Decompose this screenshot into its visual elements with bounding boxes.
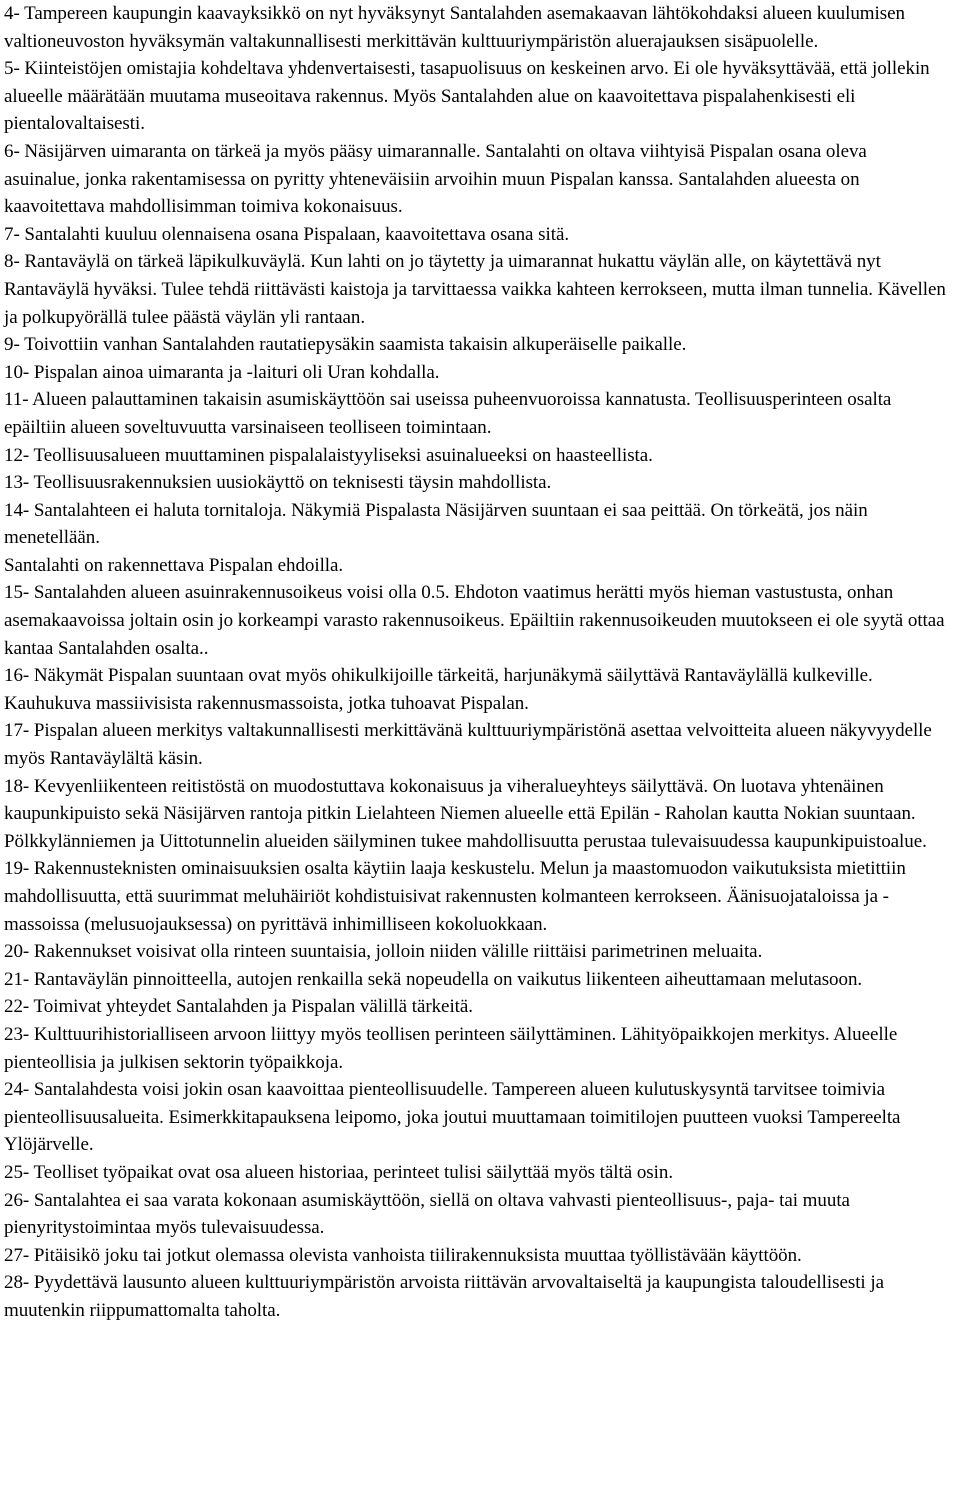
paragraph-item-26: 26- Santalahtea ei saa varata kokonaan asumiskäyttöön, siellä on oltava vahvasti pienteollisuus-, paja- tai muuta pienyritystoimintaa myös tulevaisuudessa. (4, 1189, 850, 1239)
paragraph-item-8: 8- Rantaväylä on tärkeä läpikulkuväylä. Kun lahti on jo täytetty ja uimarannat hukattu väylän alle, on käytettävä nyt Rantaväylä hyväksi. Tulee tehdä riittävästi kaistoja ja tarvittaessa vaikka kahteen kerrokseen, mutta ilman tunnelia. Kävellen ja polkupyörällä tulee päästä väylän yli rantaan. (4, 251, 946, 328)
paragraph-item-23: 23- Kulttuurihistorialliseen arvoon liittyy myös teollisen perinteen säilyttäminen. Lähityöpaikkojen merkitys. Alueelle pienteollisia ja julkisen sektorin työpaikkoja. (4, 1023, 898, 1073)
paragraph-item-16: 16- Näkymät Pispalan suuntaan ovat myös ohikulkijoille tärkeitä, harjunäkymä säilyttävä Rantaväylällä kulkeville. Kauhukuva massiivisista rakennusmassoista, jotka tuhoavat Pispalan. (4, 665, 873, 714)
paragraph-item-25: 25- Teolliset työpaikat ovat osa alueen historiaa, perinteet tulisi säilyttää myös tältä osin. (4, 1161, 674, 1183)
paragraph-item-21: 21- Rantaväylän pinnoitteella, autojen renkailla sekä nopeudella on vaikutus liikenteen aiheuttamaan melutasoon. (4, 968, 863, 990)
paragraph-item-13: 13- Teollisuusrakennuksien uusiokäyttö on teknisesti täysin mahdollista. (4, 472, 552, 494)
paragraph-item-17: 17- Pispalan alueen merkitys valtakunnallisesti merkittävänä kulttuuriympäristönä asettaa velvoitteita alueen näkyvyydelle myös Rantaväylältä käsin. (4, 720, 932, 770)
paragraph-item-10: 10- Pispalan ainoa uimaranta ja -laituri oli Uran kohdalla. (4, 361, 440, 383)
paragraph-item-27: 27- Pitäisikö joku tai jotkut olemassa olevista vanhoista tiilirakennuksista muuttaa työllistävään käyttöön. (4, 1244, 802, 1266)
paragraph-item-11: 11- Alueen palauttaminen takaisin asumiskäyttöön sai useissa puheenvuoroissa kannatusta. Teollisuusperinteen osalta epäiltiin alueen soveltuvuutta varsinaiseen teolliseen toimintaan. (4, 389, 892, 438)
paragraph-item-9: 9- Toivottiin vanhan Santalahden rautatiepysäkin saamista takaisin alkuperäiselle paikalle. (4, 334, 687, 356)
paragraph-item-6: 6- Näsijärven uimaranta on tärkeä ja myös pääsy uimarannalle. Santalahti on oltava viihtyisä Pispalan osana oleva asuinalue, jonka rakentamisessa on pyritty yhteneväisiin arvoihin muun Pispalan kanssa. Santalahden alueesta on kaavoitettava mahdollisimman toimiva kokonaisuus. (4, 140, 867, 218)
paragraph-item-28: 28- Pyydettävä lausunto alueen kulttuuriympäristön arvoista riittävän arvovaltaiseltä ja kaupungista taloudellisesti ja muutenkin riippumattomalta taholta. (4, 1272, 884, 1321)
paragraph-item-12: 12- Teollisuusalueen muuttaminen pispalalaistyyliseksi asuinalueeksi on haasteellista. (4, 444, 653, 466)
paragraph-item-20: 20- Rakennukset voisivat olla rinteen suuntaisia, jolloin niiden välille riittäisi parimetrinen meluaita. (4, 941, 763, 963)
document-body (4, 0, 946, 1325)
paragraph-item-7: 7- Santalahti kuuluu olennaisena osana Pispalaan, kaavoitettava osana sitä. (4, 223, 570, 245)
paragraph-item-18: 18- Kevyenliikenteen reitistöstä on muodostuttava kokonaisuus ja viheralueyhteys säilyttävä. On luotava yhtenäinen kaupunkipuisto sekä Näsijärven rantoja pitkin Lielahteen Niemen alueelle että Epilän - Raholan kautta Nokian suuntaan. Pölkkylänniemen ja Uittotunnelin alueiden säilyminen tukee mahdollisuutta perustaa tulevaisuudessa kaupunkipuistoalue. (4, 775, 927, 852)
paragraph-item-14: 14- Santalahteen ei haluta tornitaloja. Näkymiä Pispalasta Näsijärven suuntaan ei saa peittää. On törkeätä, jos näin menetellään. (4, 499, 868, 549)
paragraph-item-22: 22- Toimivat yhteydet Santalahden ja Pispalan välillä tärkeitä. (4, 996, 473, 1018)
paragraph-item-19: 19- Rakennusteknisten ominaisuuksien osalta käytiin laaja keskustelu. Melun ja maastomuodon vaikutuksista mietittiin mahdollisuutta, että suurimmat meluhäiriöt kohdistuisivat rakennusten kolmanteen kerrokseen. Äänisuojataloissa ja -massoissa (melusuojauksessa) on pyrittävä inhimilliseen kokoluokkaan. (4, 858, 906, 935)
paragraph-item-4: 4- Tampereen kaupungin kaavayksikkö on nyt hyväksynyt Santalahden asemakaavan lähtökohdaksi alueen kuulumisen valtioneuvoston hyväksymän valtakunnallisesti merkittävän kulttuuriympäristön aluerajauksen sisäpuolelle. (4, 3, 905, 52)
paragraph-item-24: 24- Santalahdesta voisi jokin osan kaavoittaa pienteollisuudelle. Tampereen alueen kulutuskysyntä tarvitsee toimivia pienteollisuusalueita. Esimerkkitapauksena leipomo, joka joutui muuttamaan toimitilojen puutteen vuoksi Tampereelta Ylöjärvelle. (4, 1079, 901, 1156)
paragraph-item-14-continued: Santalahti on rakennettava Pispalan ehdoilla. (4, 554, 344, 576)
paragraph-item-15: 15- Santalahden alueen asuinrakennusoikeus voisi olla 0.5. Ehdoton vaatimus herätti myös hieman vastustusta, onhan asemakaavoissa joltain osin jo korkeampi varasto rakennusoikeus. Epäiltiin rakennusoikeuden muutokseen ei ole syytä ottaa kantaa Santalahden osalta.. (4, 582, 945, 659)
paragraph-item-5: 5- Kiinteistöjen omistajia kohdeltava yhdenvertaisesti, tasapuolisuus on keskeinen arvo. Ei ole hyväksyttävää, että jollekin alueelle määrätään muutama museoitava rakennus. Myös Santalahden alue on kaavoitettava pispalahenkisesti eli pientalovaltaisesti. (4, 58, 930, 135)
